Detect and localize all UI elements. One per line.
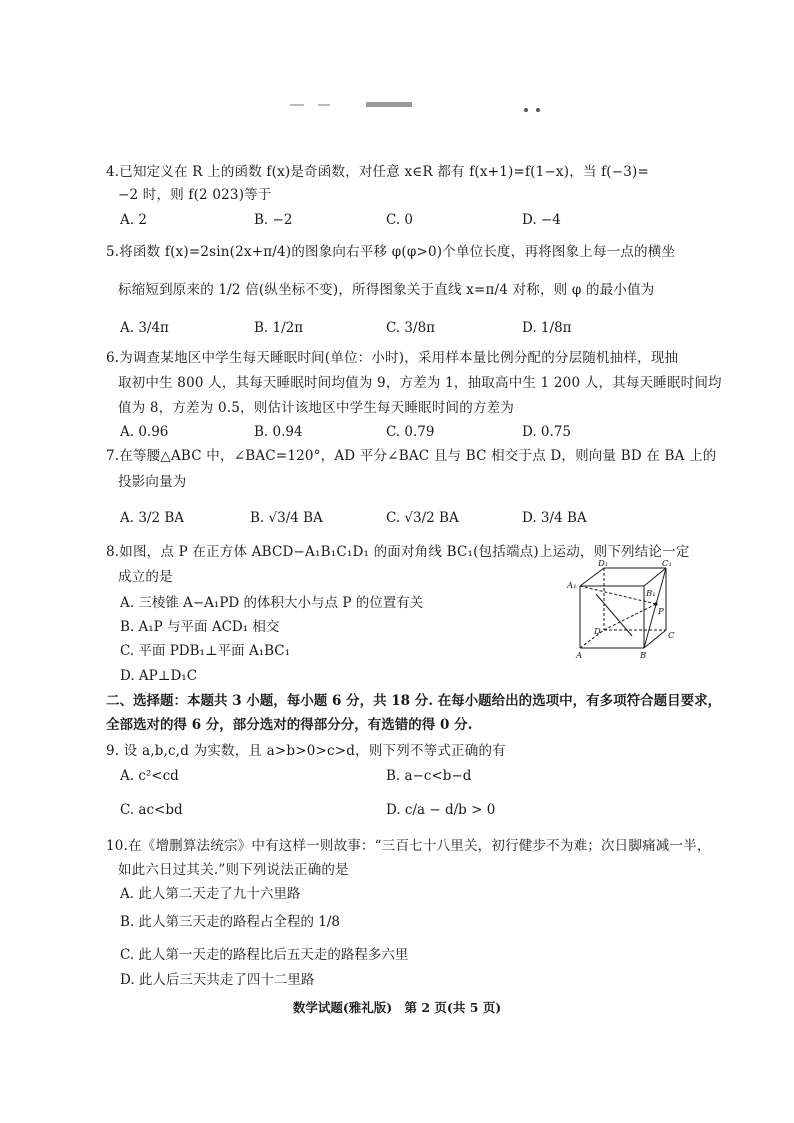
cube-figure: [566, 560, 676, 660]
q10-option-c: C. 此人第一天走的路程比后五天走的路程多六里: [120, 947, 409, 963]
q9-option-a: A. c²<cd: [120, 768, 179, 784]
scan-smudge: [318, 104, 330, 106]
q7-option-c: C. √3/2 BA: [386, 510, 459, 526]
label-a1: A₁: [567, 581, 577, 591]
q8-line1: 8.如图，点 P 在正方体 ABCD−A₁B₁C₁D₁ 的面对角线 BC₁(包括端点)上运动，则下列结论一定: [106, 544, 690, 560]
scan-smudge: [290, 104, 304, 106]
q8-line2: 成立的是: [118, 569, 173, 585]
q4-option-a: A. 2: [120, 212, 147, 228]
q8-option-d: D. AP⊥D₁C: [120, 668, 198, 684]
q7-option-d: D. 3/4 BA: [522, 510, 587, 526]
q5-line1: 5.将函数 f(x)=2sin(2x+π/4)的图象向右平移 φ(φ>0)个单位长度，再将图象上每一点的横坐: [106, 244, 676, 260]
q6-line1: 6.为调查某地区中学生每天睡眠时间(单位：小时)，采用样本量比例分配的分层随机抽样，现抽: [106, 350, 679, 366]
q9-line1: 9. 设 a,b,c,d 为实数，且 a>b>0>c>d，则下列不等式正确的有: [106, 743, 506, 759]
q7-option-b: B. √3/4 BA: [250, 510, 323, 526]
q5-line2: 标缩短到原来的 1/2 倍(纵坐标不变)，所得图象关于直线 x=π/4 对称，则 φ 的最小值为: [118, 282, 655, 298]
label-c1: C₁: [662, 560, 672, 569]
q4-option-c: C. 0: [386, 212, 414, 228]
q6-option-c: C. 0.79: [386, 424, 435, 440]
scan-smudge: [366, 102, 412, 107]
scan-dot: [536, 108, 540, 112]
q4-line2: −2 时，则 f(2 023)等于: [118, 187, 272, 203]
footer-page-number: 第 2 页(共 5 页): [404, 1000, 502, 1015]
q5-option-a: A. 3/4π: [120, 320, 169, 336]
q10-option-b: B. 此人第三天走的路程占全程的 1/8: [120, 914, 341, 930]
label-a: A: [576, 651, 583, 660]
q8-option-b: B. A₁P 与平面 ACD₁ 相交: [120, 619, 280, 635]
section2-line2: 全部选对的得 6 分，部分选对的得部分分，有选错的得 0 分.: [106, 717, 473, 733]
q5-option-c: C. 3/8π: [386, 320, 436, 336]
q6-line3: 值为 8，方差为 0.5，则估计该地区中学生每天睡眠时间的方差为: [118, 400, 515, 416]
q6-option-a: A. 0.96: [120, 424, 169, 440]
q9-option-c: C. ac<bd: [120, 802, 183, 818]
q8-option-a: A. 三棱锥 A−A₁PD 的体积大小与点 P 的位置有关: [120, 595, 424, 611]
q6-option-b: B. 0.94: [254, 424, 303, 440]
q10-line1: 10.在《增删算法统宗》中有这样一则故事：“三百七十八里关，初行健步不为难；次日脚痛减一半，: [106, 838, 711, 854]
q5-option-d: D. 1/8π: [522, 320, 572, 336]
q9-option-b: B. a−c<b−d: [386, 768, 472, 784]
q5-option-b: B. 1/2π: [254, 320, 304, 336]
q9-option-d: D. c/a − d/b > 0: [386, 802, 496, 818]
q8-option-c: C. 平面 PDB₁⊥平面 A₁BC₁: [120, 643, 291, 659]
q7-line1: 7.在等腰△ABC 中，∠BAC=120°，AD 平分∠BAC 且与 BC 相交于点 D，则向量 BD 在 BA 上的: [106, 448, 717, 464]
footer-subject: 数学试题(雅礼版): [292, 1000, 393, 1015]
q10-option-d: D. 此人后三天共走了四十二里路: [120, 972, 315, 988]
label-c: C: [668, 631, 675, 641]
point-p: [654, 602, 657, 605]
section2-line1: 二、选择题：本题共 3 小题，每小题 6 分，共 18 分. 在每小题给出的选项中，有多项符合题目要求，: [106, 693, 722, 709]
q10-line2: 如此六日过其关.”则下列说法正确的是: [118, 862, 349, 878]
q7-line2: 投影向量为: [118, 474, 187, 490]
label-d1: D₁: [598, 560, 609, 569]
q4-option-b: B. −2: [254, 212, 293, 228]
q6-option-d: D. 0.75: [522, 424, 571, 440]
q6-line2: 取初中生 800 人，其每天睡眠时间均值为 9，方差为 1，抽取高中生 1 200 人，其每天睡眠时间均: [118, 375, 722, 391]
q4-option-d: D. −4: [522, 212, 561, 228]
q10-option-a: A. 此人第二天走了九十六里路: [120, 886, 301, 902]
scan-dot: [524, 108, 528, 112]
label-d: D: [594, 627, 601, 637]
q4-line1: 4.已知定义在 R 上的函数 f(x)是奇函数，对任意 x∈R 都有 f(x+1)=f(1−x)，当 f(−3)=: [106, 164, 650, 180]
page-footer: [0, 998, 794, 1016]
label-b: B: [640, 651, 647, 660]
label-b1: B₁: [646, 589, 656, 599]
label-p: P: [658, 607, 664, 617]
q7-option-a: A. 3/2 BA: [120, 510, 185, 526]
